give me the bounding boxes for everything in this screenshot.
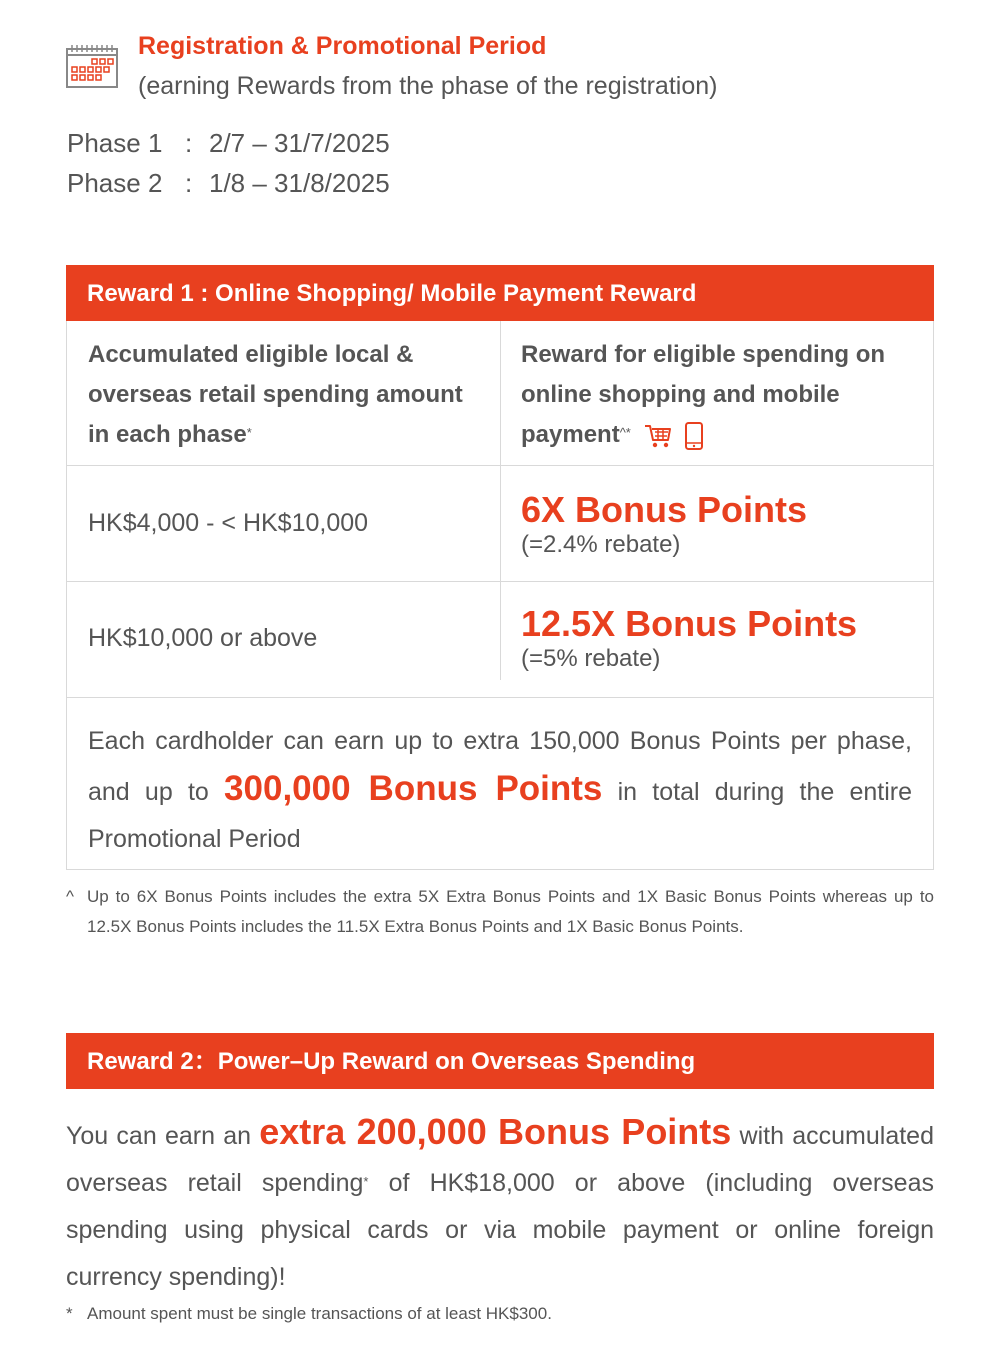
phase-label: Phase 2 [67, 168, 163, 198]
reward-2-description [66, 1108, 934, 1301]
registration-subtitle: (earning Rewards from the phase of the registration) [138, 72, 718, 100]
asterisk-mark: * [363, 1174, 369, 1189]
tier-points: 6X Bonus Points [521, 489, 808, 530]
asterisk-mark: * [246, 425, 252, 440]
right-column-header [500, 321, 933, 465]
table-header-row [67, 321, 933, 466]
mobile-phone-icon [684, 422, 704, 450]
phase-colon: : [185, 168, 193, 198]
r2-text-after: of HK$18,000 or above (including overseas spending using physical cards or via mobile payment or online foreign currency spending)! [66, 1169, 934, 1291]
table-row [67, 466, 933, 582]
bonus-cap-note [67, 698, 933, 863]
tier-points: 12.5X Bonus Points [521, 603, 858, 644]
tier-rebate: (=2.4% rebate) [521, 531, 681, 558]
reward-1-table [66, 265, 934, 870]
tier-amount-cell [67, 582, 500, 697]
phase-1-row [67, 128, 390, 159]
footnote-text: Amount spent must be single transactions of at least HK$300. [87, 1304, 552, 1323]
tier-reward-cell [500, 466, 933, 581]
r2-text-before: You can earn an [66, 1122, 252, 1150]
tier-rebate: (=5% rebate) [521, 645, 661, 672]
footnote-mark: ^ [66, 887, 74, 906]
tier-amount: HK$4,000 - < HK$10,000 [88, 509, 369, 537]
r2-highlight: extra 200,000 Bonus Points [259, 1111, 732, 1152]
phase-dates: 1/8 – 31/8/2025 [209, 168, 390, 198]
tier-amount-cell [67, 466, 500, 581]
cap-highlight: 300,000 Bonus Points [224, 769, 603, 808]
reward-1-title: Reward 1 : Online Shopping/ Mobile Payment Reward [66, 265, 934, 321]
phase-dates: 2/7 – 31/7/2025 [209, 128, 390, 158]
reward-2-footnote [66, 1304, 552, 1324]
phase-2-row [67, 168, 390, 199]
table-row [67, 582, 933, 698]
footnote-text: Up to 6X Bonus Points includes the extra 5X Extra Bonus Points and 1X Basic Bonus Points whereas up to 12.5X Bonus Points includes the 11.5X Extra Bonus Points and 1X Basic Bonus Points. [87, 887, 934, 936]
reward-2-title: Reward 2：Power–Up Reward on Overseas Spending [66, 1033, 934, 1089]
tier-amount: HK$10,000 or above [88, 624, 318, 652]
tier-reward-cell [500, 582, 933, 680]
left-column-header [67, 321, 500, 465]
footnote-mark: * [66, 1304, 73, 1323]
reward-1-footnote [66, 882, 934, 942]
caret-asterisk-mark: ^* [619, 425, 631, 440]
left-header-text: Accumulated eligible local & overseas retail spending amount in each phase [88, 341, 463, 448]
phase-colon: : [185, 128, 193, 158]
phase-label: Phase 1 [67, 128, 163, 158]
cap-text-before: Each cardholder can earn up to extra 150,000 Bonus Points per phase, and up to [88, 727, 912, 806]
calendar-icon [66, 44, 118, 88]
shopping-cart-icon [644, 423, 672, 449]
cap-text-after: in total during the entire Promotional Period [88, 778, 913, 853]
right-header-text: Reward for eligible spending on online shopping and mobile payment [521, 341, 886, 448]
r2-text-mid: with accumulated overseas retail spending [66, 1122, 934, 1197]
registration-title: Registration & Promotional Period [138, 32, 547, 60]
